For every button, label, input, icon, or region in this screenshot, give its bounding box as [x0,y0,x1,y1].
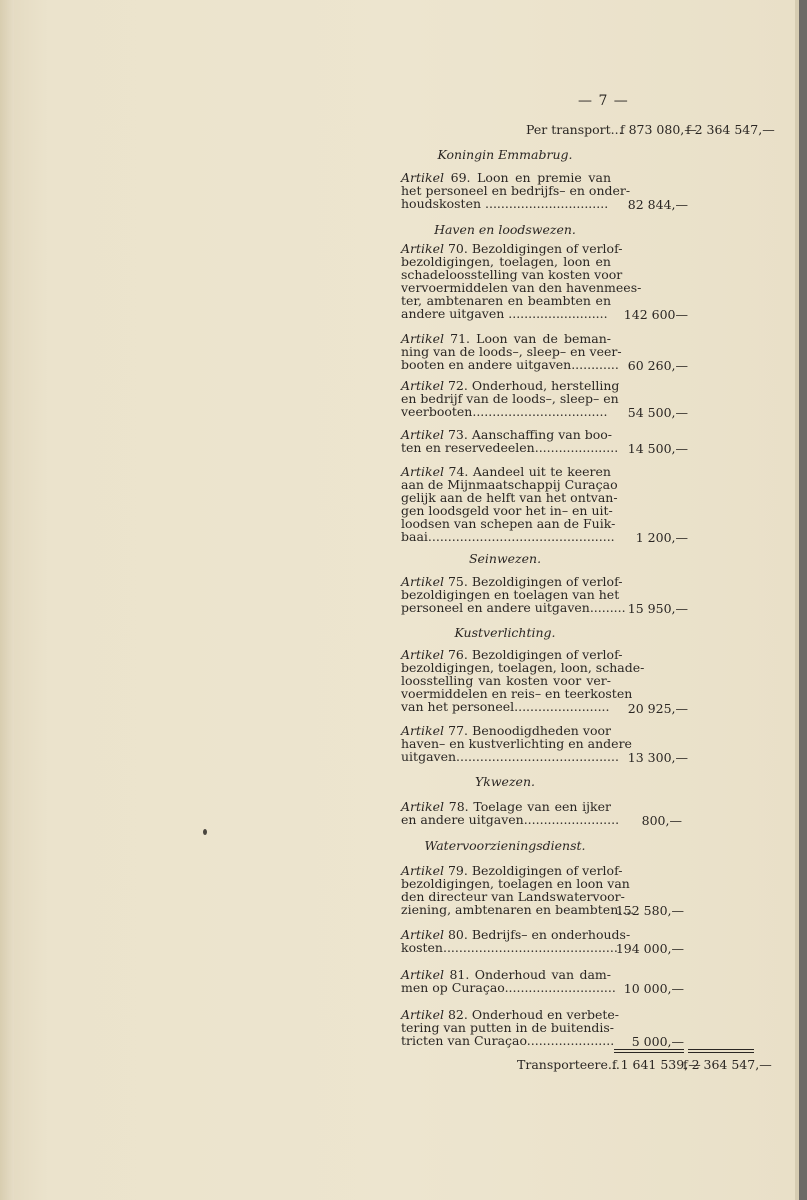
per-transport-col2: f 2 364 547,— [686,122,775,137]
section-heading: Watervoorzieningsdienst. [424,838,586,853]
amount-78: 800,— [641,813,682,828]
section-heading: Koningin Emmabrug. [437,147,573,162]
amount-73: 14 500,— [627,441,688,456]
article-82: Artikel 82. Onderhoud en verbete- tering van putten in de buitendis- tricten van Curaçao...................... [401,1007,620,1048]
section-heading: Kustverlichting. [454,625,556,640]
sum-rule-col1 [614,1049,684,1050]
article-80: Artikel 80. Bedrijfs– en onderhouds- kosten............................................ [401,927,631,955]
sum-rule-col1b [614,1052,684,1053]
amount-71: 60 260,— [627,358,688,373]
article-72: Artikel 72. Onderhoud, herstelling en bedrijf van de loods–, sleep– en veerbooten.................................. [401,378,620,419]
section-heading: Ykwezen. [475,774,535,789]
amount-81: 10 000,— [623,981,684,996]
article-74: Artikel 74. Aandeel uit te keeren aan de Mijnmaatschappij Curaçao gelijk aan de helft van het ontvan- gen loodsgeld voor het in– en uit- loodsen van schepen aan de Fuik- baai............................................... [401,464,618,544]
article-70: Artikel 70. Bezoldigingen of verlof- bezoldigingen, toelagen, loon en schadeloosstelling van kosten voor vervoermiddelen van den havenmees- ter, ambtenaren en beambten en andere uitgaven ......................... [401,241,642,321]
per-transport-col1: f 873 080,— [620,122,697,137]
amount-77: 13 300,— [627,750,688,765]
amount-70: 142 600— [623,307,688,322]
article-71: Artikel 71. Loon van de beman- ning van de loods–, sleep– en veer- booten en andere uitgaven............ [401,331,622,372]
article-73: Artikel 73. Aanschaffing van boo- ten en reservedeelen..................... [401,427,619,455]
article-79: Artikel 79. Bezoldigingen of verlof- bezoldigingen, toelagen en loon van den directeur van Landswatervoor- ziening, ambtenaren en beambten.... [401,863,635,917]
page-edge-left [0,0,14,1200]
amount-76: 20 925,— [627,701,688,716]
amount-79: 152 580,— [615,903,684,918]
section-heading: Seinwezen. [468,551,542,566]
sum-rule-col2b [688,1052,754,1053]
amount-72: 54 500,— [627,405,688,420]
transporteere-label: Transporteere... [517,1057,620,1072]
article-75: Artikel 75. Bezoldigingen of verlof- bezoldigingen en toelagen van het personeel en andere uitgaven......... [401,574,626,615]
transporteere-col2: f 2 364 547,— [683,1057,772,1072]
sum-rule-col2 [688,1049,754,1050]
article-81: Artikel 81. Onderhoud van dam- men op Curaçao............................ [401,967,616,995]
transporteere-col1: f 1 641 539,— [612,1057,701,1072]
amount-69: 82 844,— [627,197,688,212]
ink-speck [203,829,207,835]
article-78: Artikel 78. Toelage van een ijker en andere uitgaven........................ [401,799,620,827]
scan-border [799,0,807,1200]
page-number: — 7 — [578,93,629,109]
amount-75: 15 950,— [627,601,688,616]
per-transport-label: Per transport... [526,122,623,137]
article-76: Artikel 76. Bezoldigingen of verlof- bezoldigingen, toelagen, loon, schade- loosstelling van kosten voor ver- voermiddelen en reis– en teerkosten van het personeel........................ [401,647,645,714]
amount-74: 1 200,— [635,530,688,545]
amount-82: 5 000,— [631,1034,684,1049]
amount-80: 194 000,— [615,941,684,956]
section-heading: Haven en loodswezen. [434,222,576,237]
article-77: Artikel 77. Benoodigdheden voor haven– en kustverlichting en andere uitgaven......................................... [401,723,632,764]
article-69: Artikel 69. Loon en premie van het personeel en bedrijfs– en onder- houdskosten ............................... [401,170,631,211]
